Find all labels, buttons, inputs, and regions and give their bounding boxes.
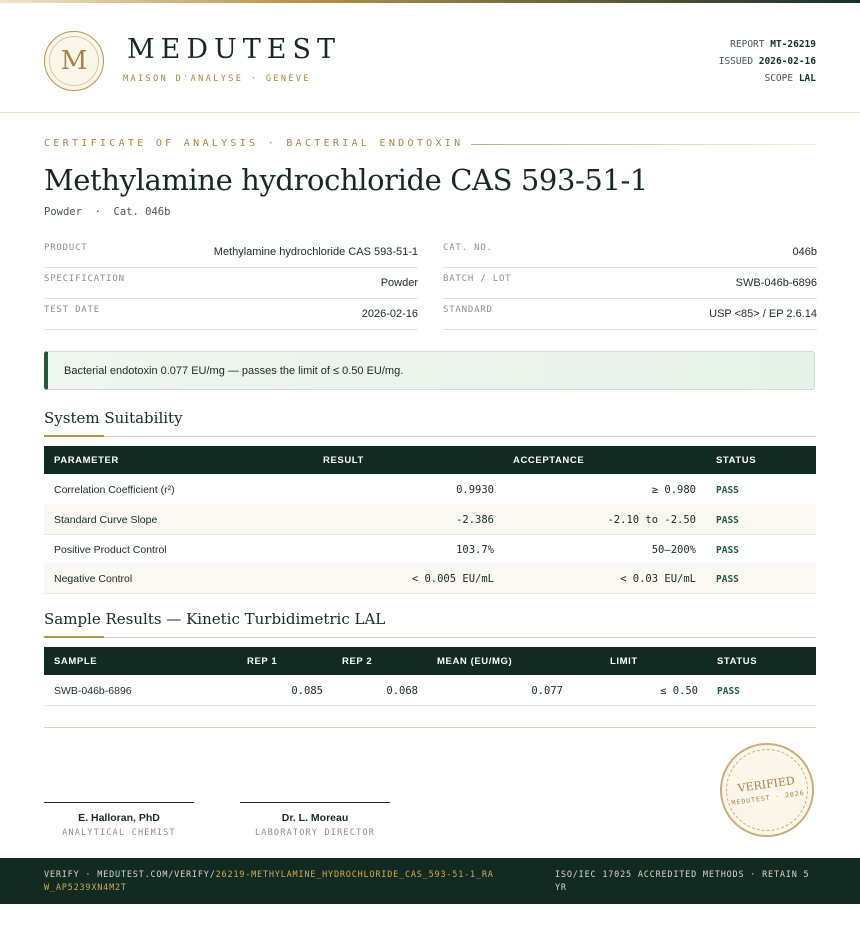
seal-main-text: VERIFIED — [736, 774, 796, 795]
table-row: Standard Curve Slope -2.386 -2.10 to -2.50 PASS — [44, 504, 816, 535]
status-badge: PASS — [716, 574, 739, 585]
meta-scope: SCOPE LAL — [764, 73, 816, 84]
signature-divider — [44, 727, 816, 728]
page-subtitle: Powder · Cat. 046b — [44, 206, 171, 218]
brand-logo — [44, 31, 104, 91]
verify-link[interactable]: VERIFY · MEDUTEST.COM/VERIFY/26219-METHYLAMINE_HYDROCHLORIDE_CAS_593-51-1_RAW_AP5239XN4M2T — [44, 870, 494, 893]
detail-product: PRODUCT Methylamine hydrochloride CAS 593-51-1 — [44, 236, 418, 268]
table-row: SWB-046b-6896 0.085 0.068 0.077 ≤ 0.50 PASS — [44, 675, 816, 706]
result-notice — [44, 351, 815, 390]
header — [0, 3, 860, 113]
logo-letter: M — [49, 36, 99, 86]
meta-issued: ISSUED 2026-02-16 — [718, 56, 816, 67]
document-kicker: CERTIFICATE OF ANALYSIS · BACTERIAL ENDOTOXIN — [44, 138, 464, 149]
section-title-system-suitability: System Suitability — [44, 409, 183, 427]
detail-cat-no: CAT. NO. 046b — [443, 236, 817, 268]
status-badge: PASS — [716, 515, 739, 526]
status-badge: PASS — [716, 545, 739, 556]
detail-test-date: TEST DATE 2026-02-16 — [44, 298, 418, 330]
section-title-sample-results: Sample Results — Kinetic Turbidimetric LAL — [44, 610, 386, 628]
report-meta — [719, 36, 816, 87]
brand-name: MEDUTEST — [127, 34, 341, 65]
seal-sub-text: MEDUTEST · 2026 — [731, 788, 806, 808]
footer-accreditation: ISO/IEC 17025 ACCREDITED METHODS · RETAIN 5 YR — [555, 870, 810, 893]
suitability-table-header: PARAMETER RESULT ACCEPTANCE STATUS — [44, 446, 816, 474]
signature-laboratory-director: Dr. L. Moreau LABORATORY DIRECTOR — [240, 802, 390, 838]
verified-seal — [720, 743, 814, 837]
section-accent — [44, 435, 104, 437]
table-row: Positive Product Control 103.7% 50–200% PASS — [44, 534, 816, 565]
table-row: Correlation Coefficient (r²) 0.9930 ≥ 0.980 PASS — [44, 474, 816, 505]
kicker-rule — [471, 144, 816, 145]
footer — [0, 858, 860, 904]
detail-specification: SPECIFICATION Powder — [44, 267, 418, 299]
meta-report: REPORT MT-26219 — [730, 39, 816, 50]
verify-code: 26219-METHYLAMINE_HYDROCHLORIDE_CAS_593-51-1_RAW_AP5239XN4M2T — [44, 870, 494, 893]
section-rule — [44, 436, 816, 437]
section-rule — [44, 637, 816, 638]
table-row: Negative Control < 0.005 EU/mL < 0.03 EU/mL PASS — [44, 563, 816, 594]
sample-table-header: SAMPLE REP 1 REP 2 MEAN (EU/MG) LIMIT STATUS — [44, 647, 816, 675]
section-accent — [44, 636, 104, 638]
notice-text: Bacterial endotoxin 0.077 EU/mg — passes the limit of ≤ 0.50 EU/mg. — [64, 365, 404, 377]
page-title: Methylamine hydrochloride CAS 593-51-1 — [44, 163, 648, 197]
detail-standard: STANDARD USP <85> / EP 2.6.14 — [443, 298, 817, 330]
status-badge: PASS — [717, 686, 740, 697]
status-badge: PASS — [716, 485, 739, 496]
detail-batch-lot: BATCH / LOT SWB-046b-6896 — [443, 267, 817, 299]
signature-analytical-chemist: E. Halloran, PhD ANALYTICAL CHEMIST — [44, 802, 194, 838]
brand-tagline: MAISON D'ANALYSE · GENÈVE — [123, 74, 311, 84]
